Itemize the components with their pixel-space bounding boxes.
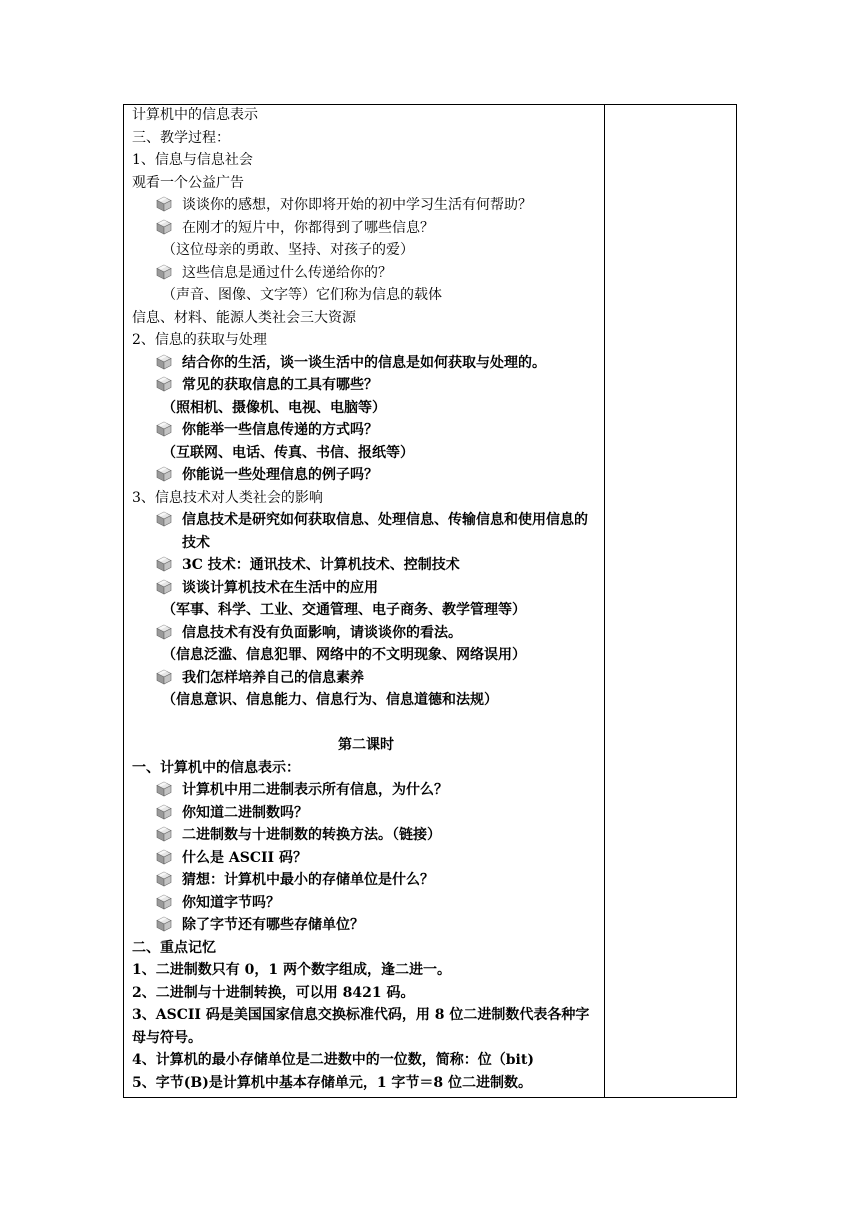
cube-bullet-icon: [156, 466, 172, 482]
list-item: 谈谈计算机技术在生活中的应用: [132, 577, 600, 600]
answer-text: （信息意识、信息能力、信息行为、信息道德和法规）: [162, 692, 498, 708]
list-item: 信息技术是研究如何获取信息、处理信息、传输信息和使用信息的技术: [132, 509, 600, 554]
answer-text: （声音、图像、文字等）它们称为信息的载体: [162, 287, 442, 303]
key-point: 4、计算机的最小存储单位是二进数中的一位数，简称：位（bit): [132, 1052, 534, 1068]
answer-text: （信息泛滥、信息犯罪、网络中的不文明现象、网络误用）: [162, 647, 526, 663]
subheading-info-society: 1、信息与信息社会: [132, 152, 253, 168]
list-item: 在刚才的短片中，你都得到了哪些信息？: [132, 217, 600, 240]
cube-bullet-icon: [156, 376, 172, 392]
list-item: 猜想：计算机中最小的存储单位是什么？: [132, 869, 600, 892]
lesson-two-title: 第二课时: [338, 737, 394, 753]
cube-bullet-icon: [156, 579, 172, 595]
answer-text: （互联网、电话、传真、书信、报纸等）: [162, 444, 414, 461]
watch-ad-text: 观看一个公益广告: [132, 174, 244, 191]
list-item: 常见的获取信息的工具有哪些？: [132, 374, 600, 397]
cube-bullet-icon: [156, 781, 172, 797]
cube-bullet-icon: [156, 556, 172, 572]
key-point: 1、二进制数只有 0，1 两个数字组成，逢二进一。: [132, 962, 451, 978]
resources-text: 信息、材料、能源人类社会三大资源: [132, 309, 356, 326]
answer-text: （这位母亲的勇敢、坚持、对孩子的爱）: [162, 242, 414, 258]
process-title: 三、教学过程：: [132, 129, 230, 146]
list-item: 这些信息是通过什么传递给你的？: [132, 262, 600, 285]
list-item: 你能举一些信息传递的方式吗？: [132, 419, 600, 442]
cube-bullet-icon: [156, 669, 172, 685]
list-item: 我们怎样培养自己的信息素养: [132, 667, 600, 690]
cube-bullet-icon: [156, 849, 172, 865]
part-one-heading: 一、计算机中的信息表示：: [132, 759, 300, 776]
list-item: 谈谈你的感想，对你即将开始的初中学习生活有何帮助？: [132, 194, 600, 217]
subheading-acquire: 2、信息的获取与处理: [132, 332, 267, 348]
list-item: 3C 技术：通讯技术、计算机技术、控制技术: [132, 554, 600, 577]
cube-bullet-icon: [156, 264, 172, 280]
section-heading: 计算机中的信息表示: [132, 107, 258, 123]
cube-bullet-icon: [156, 826, 172, 842]
subheading-impact: 3、信息技术对人类社会的影响: [132, 489, 323, 506]
cube-bullet-icon: [156, 916, 172, 932]
cube-bullet-icon: [156, 421, 172, 437]
lesson-content: [132, 104, 600, 1094]
list-item: 结合你的生活，谈一谈生活中的信息是如何获取与处理的。: [132, 352, 600, 375]
list-item: 信息技术有没有负面影响，请谈谈你的看法。: [132, 622, 600, 645]
list-item: 什么是 ASCII 码？: [132, 847, 600, 870]
cube-bullet-icon: [156, 894, 172, 910]
answer-text: （照相机、摄像机、电视、电脑等）: [162, 399, 386, 416]
key-point: 5、字节(B)是计算机中基本存储单元，1 字节＝8 位二进制数。: [132, 1074, 533, 1091]
cube-bullet-icon: [156, 354, 172, 370]
list-item: 你知道字节吗？: [132, 892, 600, 915]
cube-bullet-icon: [156, 871, 172, 887]
cube-bullet-icon: [156, 196, 172, 212]
answer-text: （军事、科学、工业、交通管理、电子商务、教学管理等）: [162, 602, 526, 618]
key-point: 3、ASCII 码是美国国家信息交换标准代码，用 8 位二进制数代表各种字母与符号。: [132, 1007, 590, 1046]
cube-bullet-icon: [156, 511, 172, 527]
list-item: 计算机中用二进制表示所有信息，为什么？: [132, 779, 600, 802]
cube-bullet-icon: [156, 804, 172, 820]
table-column-divider: [604, 104, 605, 1098]
key-point: 2、二进制与十进制转换，可以用 8421 码。: [132, 984, 415, 1001]
list-item: 二进制数与十进制数的转换方法。（链接）: [132, 824, 600, 847]
part-two-heading: 二、重点记忆: [132, 939, 216, 956]
list-item: 你知道二进制数吗？: [132, 802, 600, 825]
cube-bullet-icon: [156, 219, 172, 235]
list-item: 你能说一些处理信息的例子吗？: [132, 464, 600, 487]
cube-bullet-icon: [156, 624, 172, 640]
list-item: 除了字节还有哪些存储单位？: [132, 914, 600, 937]
spacer: [132, 712, 600, 735]
